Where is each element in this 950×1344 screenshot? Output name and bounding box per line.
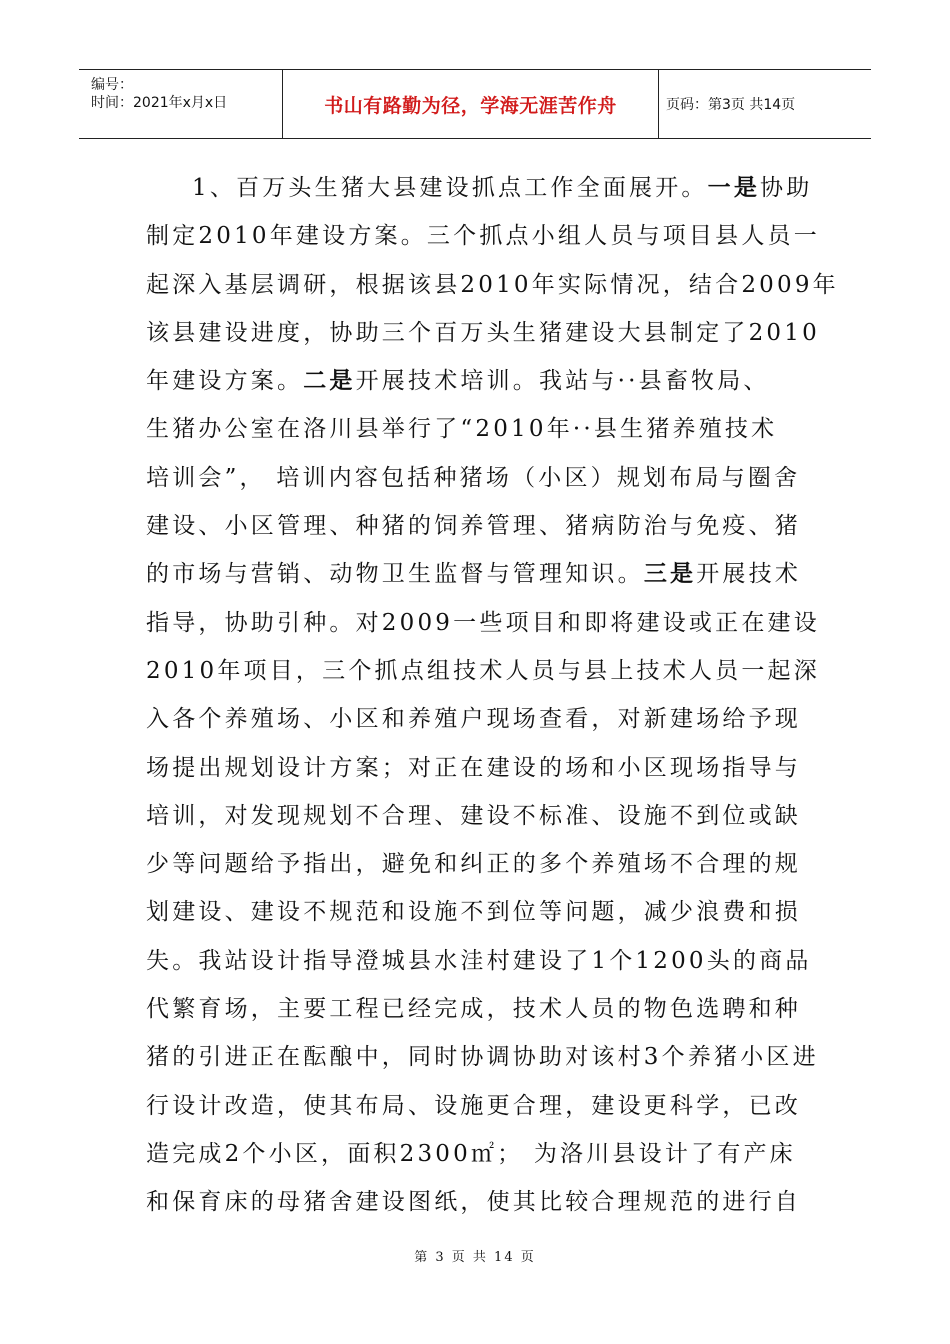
line-text: 入各个养殖场、小区和养殖户现场查看，对新建场给予现 [146, 706, 801, 733]
line-text: 年建设方案。 [146, 368, 304, 395]
line-text: 场提出规划设计方案；对正在建设的场和小区现场指导与 [146, 754, 801, 781]
line-text: 行设计改造，使其布局、设施更合理，建设更科学，已改 [146, 1092, 801, 1119]
text-line [146, 454, 811, 502]
header-left-cell [79, 70, 282, 138]
text-line [146, 405, 811, 453]
text-line [146, 212, 820, 260]
body-paragraph [146, 164, 839, 1227]
text-line [146, 1082, 811, 1130]
text-line [146, 164, 811, 212]
text-line [146, 937, 811, 985]
page-footer: 第 3 页 共 14 页 [414, 1250, 536, 1265]
line-text: 建设、小区管理、种猪的饲养管理、猪病防治与免疫、猪 [146, 513, 801, 540]
text-line [146, 985, 811, 1033]
line-text: 代繁育场，主要工程已经完成，技术人员的物色选聘和种 [146, 996, 801, 1023]
line-text: 划建设、建设不规范和设施不到位等问题，减少浪费和损 [146, 899, 801, 926]
line-text: 开展技术 [696, 561, 802, 588]
line-text: 失。我站设计指导澄城县水洼村建设了1个1200头的商品 [146, 947, 812, 974]
motto-text: 书山有路勤为径，学海无涯苦作舟 [324, 94, 617, 117]
line-text: 该县建设进度，协助三个百万头生猪建设大县制定了2010 [146, 319, 820, 346]
header-page-info: 页码：第3页 共14页 [666, 97, 796, 113]
emphasis-text: 三是 [643, 561, 697, 588]
emphasis-text: 二是 [303, 368, 356, 395]
text-line [146, 1178, 811, 1226]
emphasis-text: 一是 [707, 175, 761, 201]
line-text: 培训，对发现规划不合理、建设不标准、设施不到位或缺 [146, 802, 801, 829]
number-label: 编号： [91, 77, 133, 93]
text-line [146, 309, 820, 357]
line-text: 1、百万头生猪大县建设抓点工作全面展开。 [192, 175, 708, 201]
line-text: 少等问题给予指出，避免和纠正的多个养殖场不合理的规 [146, 851, 801, 878]
line-text: 起深入基层调研，根据该县2010年实际情况，结合2009年 [146, 271, 839, 298]
text-line [146, 357, 811, 405]
line-text: 协助 [760, 175, 813, 201]
text-line [146, 888, 811, 936]
document-header [79, 69, 871, 139]
text-line [146, 695, 811, 743]
text-line [146, 261, 839, 309]
text-line [146, 550, 811, 598]
line-text: 培训会”， 培训内容包括种猪场（小区）规划布局与圈舍 [146, 464, 801, 491]
line-text: 开展技术培训。我站与··县畜牧局、 [355, 368, 770, 395]
line-text: 制定2010年建设方案。三个抓点小组人员与项目县人员一 [146, 223, 820, 250]
date-label: 时间：2021年x月x日 [91, 95, 228, 111]
text-line [146, 1033, 819, 1081]
text-line [146, 840, 811, 888]
header-motto-cell [282, 70, 659, 138]
line-text: 指导，协助引种。对2009一些项目和即将建设或正在建设 [146, 609, 820, 636]
line-text: 2010年项目，三个抓点组技术人员与县上技术人员一起深 [146, 657, 820, 684]
line-text: 的市场与营销、动物卫生监督与管理知识。 [146, 561, 644, 588]
line-text: 和保育床的母猪舍建设图纸，使其比较合理规范的进行自 [146, 1189, 801, 1216]
text-line [146, 647, 820, 695]
text-line [146, 1130, 811, 1178]
text-line [146, 792, 811, 840]
line-text: 生猪办公室在洛川县举行了“2010年··县生猪养殖技术 [146, 416, 778, 443]
text-line [146, 599, 820, 647]
line-text: 猪的引进正在酝酿中，同时协调协助对该村3个养猪小区进 [146, 1044, 819, 1071]
text-line [146, 744, 811, 792]
line-text: 造完成2个小区，面积2300㎡； 为洛川县设计了有产床 [146, 1140, 796, 1167]
text-line [146, 502, 811, 550]
